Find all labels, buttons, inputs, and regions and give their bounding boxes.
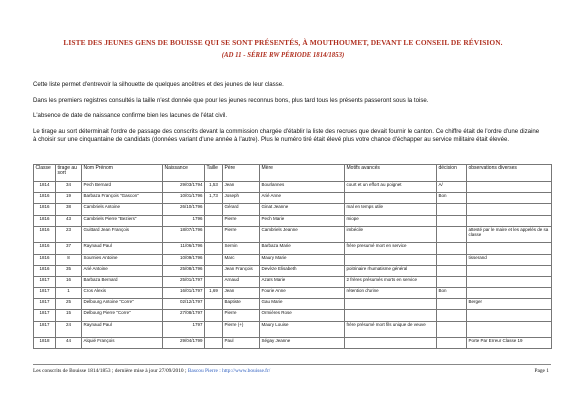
cell-observations <box>467 288 552 299</box>
cell-observations <box>467 243 552 254</box>
cell-pere: Joseph <box>223 193 260 204</box>
cell-tirage: 15 <box>56 310 82 321</box>
cell-mere: Ormières Rose <box>260 310 345 321</box>
cell-motifs: frère présumé mort fils unique de veuve <box>345 321 437 338</box>
cell-nom: Barbaza Bernard <box>82 276 163 287</box>
cell-taille <box>205 204 223 215</box>
cell-naissance: 1796 <box>163 215 205 226</box>
cell-nom: Guittard Jean François <box>82 226 163 243</box>
footer-text: Les conscrits de Bouisse 1814/1853 ; dernière mise à jour 27/09/2010 ; <box>33 368 187 374</box>
cell-nom: Cambriels Pierre "Beziers" <box>82 215 163 226</box>
conscripts-table <box>33 164 552 349</box>
cell-nom: Barbaza François "Gascon" <box>82 193 163 204</box>
cell-mere: Devèze Elisabeth <box>260 265 345 276</box>
cell-classe: 1816 <box>34 215 56 226</box>
cell-observations <box>467 276 552 287</box>
header-motifs: Motifs avancés <box>345 165 437 182</box>
table-row <box>34 215 552 226</box>
header-decision: décision <box>437 165 467 182</box>
cell-decision <box>437 299 467 310</box>
cell-motifs <box>345 254 437 265</box>
intro-paragraph: L'absence de date de naissance confirme bien les lacunes de l'état civil. <box>33 112 228 119</box>
cell-nom: Cros Alexis <box>82 288 163 299</box>
cell-mere: Fourie Anne <box>260 288 345 299</box>
cell-pere: Pierre <box>223 215 260 226</box>
table-row <box>34 243 552 254</box>
cell-tirage: 43 <box>56 215 82 226</box>
cell-classe: 1816 <box>34 265 56 276</box>
cell-motifs <box>345 310 437 321</box>
cell-taille <box>205 338 223 349</box>
cell-observations <box>467 204 552 215</box>
cell-pere: Pierre <box>223 226 260 243</box>
cell-naissance: 29/04/1799 <box>163 338 205 349</box>
cell-pere: Gérard <box>223 204 260 215</box>
cell-classe: 1817 <box>34 310 56 321</box>
cell-naissance: 25/01/1797 <box>163 276 205 287</box>
cell-tirage: 23 <box>56 226 82 243</box>
cell-pere: Jean <box>223 182 260 193</box>
cell-motifs: rétention d'urine <box>345 288 437 299</box>
cell-tirage: 1 <box>56 288 82 299</box>
cell-nom: Arié Antoine <box>82 265 163 276</box>
cell-pere: Jean François <box>223 265 260 276</box>
cell-naissance: 1797 <box>163 321 205 338</box>
page-number: Page 1 <box>534 368 549 374</box>
cell-observations: attesté par le maire et les appelés de sa classe <box>467 226 552 243</box>
cell-mere: Ségay Jeanne <box>260 338 345 349</box>
cell-naissance: 29/03/1794 <box>163 182 205 193</box>
footer <box>33 368 270 374</box>
cell-decision <box>437 215 467 226</box>
cell-classe: 1816 <box>34 243 56 254</box>
cell-classe: 1816 <box>34 193 56 204</box>
cell-mere: Arié Anne <box>260 193 345 204</box>
table-header-row <box>34 165 552 182</box>
header-classe: Classe <box>34 165 56 182</box>
cell-taille <box>205 265 223 276</box>
cell-mere: Barbaza Marie <box>260 243 345 254</box>
cell-observations <box>467 321 552 338</box>
cell-classe: 1817 <box>34 321 56 338</box>
cell-decision <box>437 310 467 321</box>
cell-classe: 1816 <box>34 204 56 215</box>
cell-pere: Sernin <box>223 243 260 254</box>
cell-nom: Raynaud Paul <box>82 321 163 338</box>
cell-taille: 1,69 <box>205 288 223 299</box>
table-row <box>34 226 552 243</box>
page-subtitle: (AD 11 - SÉRIE RW PÉRIODE 1814/1853) <box>221 52 345 59</box>
cell-motifs: frère presumé mort en service <box>345 243 437 254</box>
header-nom: Nom Prénom <box>82 165 163 182</box>
cell-motifs <box>345 338 437 349</box>
table-row <box>34 299 552 310</box>
intro-paragraph: Le tirage au sort déterminait l'ordre de passage des conscrits devant la commission chargée d'établir la liste des recrues que devait fournir le canton. Ce chiffre était de l'ordre d'une dizaine à choisir sur une cinquantaine de candidats (données variant d'une année à l'autre). Plus le numéro tiré était élevé plus votre chance d'échapper au service militaire était élevée. <box>33 128 540 144</box>
cell-tirage: 8 <box>56 254 82 265</box>
cell-observations: tisserand <box>467 254 552 265</box>
table-row <box>34 254 552 265</box>
cell-decision <box>437 204 467 215</box>
cell-pere: Marc <box>223 254 260 265</box>
cell-mere: Ginat Jeanne <box>260 204 345 215</box>
table-row <box>34 193 552 204</box>
cell-decision <box>437 226 467 243</box>
header-tirage: tirage au sort <box>56 165 82 182</box>
cell-observations: Berger <box>467 299 552 310</box>
page-title: LISTE DES JEUNES GENS DE BOUISSE QUI SE SONT PRÉSENTÉS, À MOUTHOUMET, DEVANT LE CONSEIL DE RÉVISION. <box>63 38 503 47</box>
table-row <box>34 310 552 321</box>
cell-naissance: 25/08/1796 <box>163 265 205 276</box>
cell-taille <box>205 243 223 254</box>
cell-naissance: 02/12/1797 <box>163 299 205 310</box>
cell-classe: 1817 <box>34 288 56 299</box>
cell-taille <box>205 226 223 243</box>
cell-mere: Bourlannes <box>260 182 345 193</box>
table-body <box>34 182 552 349</box>
cell-decision <box>437 338 467 349</box>
cell-mere: Maury Louise <box>260 321 345 338</box>
cell-tirage: 24 <box>56 321 82 338</box>
cell-mere: Cambriels Jeanne <box>260 226 345 243</box>
cell-classe: 1818 <box>34 338 56 349</box>
table-row <box>34 265 552 276</box>
cell-observations: Porte Par Erreur Classe 19 <box>467 338 552 349</box>
cell-motifs: mal en temps utile <box>345 204 437 215</box>
cell-classe: 1817 <box>34 276 56 287</box>
header-observations: observations diverses <box>467 165 552 182</box>
table-row <box>34 338 552 349</box>
cell-decision: Bon <box>437 193 467 204</box>
cell-decision <box>437 321 467 338</box>
cell-mere: Pech Marie <box>260 215 345 226</box>
footer-divider <box>33 364 551 365</box>
cell-classe: 1816 <box>34 226 56 243</box>
cell-naissance: 10/01/1796 <box>163 193 205 204</box>
cell-motifs: 2 frères présumés morts en service <box>345 276 437 287</box>
cell-decision: Bon <box>437 288 467 299</box>
cell-pere: Paul <box>223 338 260 349</box>
cell-nom: Pech Bernard <box>82 182 163 193</box>
cell-taille: 1,73 <box>205 193 223 204</box>
cell-classe: 1816 <box>34 254 56 265</box>
cell-tirage: 37 <box>56 243 82 254</box>
cell-motifs <box>345 193 437 204</box>
cell-observations <box>467 265 552 276</box>
cell-tirage: 44 <box>56 338 82 349</box>
table-row <box>34 204 552 215</box>
cell-pere: Pierre (+) <box>223 321 260 338</box>
cell-naissance: 26/10/1796 <box>163 204 205 215</box>
table-row <box>34 276 552 287</box>
cell-naissance: 10/09/1796 <box>163 254 205 265</box>
header-naissance: Naissance <box>163 165 205 182</box>
cell-tirage: 38 <box>56 204 82 215</box>
table-row <box>34 321 552 338</box>
cell-taille <box>205 254 223 265</box>
cell-observations <box>467 215 552 226</box>
cell-nom: Delbourg Pierre "Corre" <box>82 310 163 321</box>
header-mere: Mère <box>260 165 345 182</box>
cell-classe: 1814 <box>34 182 56 193</box>
cell-tirage: 16 <box>56 276 82 287</box>
cell-taille <box>205 215 223 226</box>
cell-taille <box>205 310 223 321</box>
cell-decision <box>437 276 467 287</box>
cell-pere: Arnaud <box>223 276 260 287</box>
cell-nom: Cambriels Antoine <box>82 204 163 215</box>
cell-mere: Maury Marie <box>260 254 345 265</box>
cell-naissance: 18/07/1796 <box>163 226 205 243</box>
cell-tirage: 34 <box>56 182 82 193</box>
footer-link[interactable]: Bascou Pierre : http://www.bouisse.fr/ <box>187 368 271 374</box>
header-pere: Père <box>223 165 260 182</box>
cell-naissance: 27/08/1797 <box>163 310 205 321</box>
cell-classe: 1817 <box>34 299 56 310</box>
cell-decision <box>437 243 467 254</box>
cell-taille <box>205 276 223 287</box>
cell-taille <box>205 321 223 338</box>
cell-observations <box>467 193 552 204</box>
header-taille: Taille <box>205 165 223 182</box>
intro-paragraph: Cette liste permet d'entrevoir la silhouette de quelques ancêtres et des jeunes de leur classe. <box>33 81 284 88</box>
cell-nom: Sournies Antoine <box>82 254 163 265</box>
cell-nom: Raynaud Paul <box>82 243 163 254</box>
cell-motifs <box>345 299 437 310</box>
cell-pere: Pierre <box>223 310 260 321</box>
cell-observations <box>467 310 552 321</box>
cell-mere: Azaïs Marie <box>260 276 345 287</box>
cell-pere: Baptiste <box>223 299 260 310</box>
cell-motifs: poitrinaire rhumatisme général <box>345 265 437 276</box>
cell-taille <box>205 299 223 310</box>
cell-naissance: 11/06/1796 <box>163 243 205 254</box>
intro-paragraph: Dans les premiers registres consultés la taille n'est donnée que pour les jeunes reconnus bons, plus tard tous les présents passeront sous la toise. <box>33 97 429 104</box>
cell-nom: Alquié François <box>82 338 163 349</box>
cell-pere: Jean <box>223 288 260 299</box>
cell-naissance: 16/01/1797 <box>163 288 205 299</box>
cell-decision <box>437 265 467 276</box>
cell-observations <box>467 182 552 193</box>
cell-tirage: 19 <box>56 193 82 204</box>
table-row <box>34 182 552 193</box>
table-row <box>34 288 552 299</box>
cell-motifs: imbécile <box>345 226 437 243</box>
cell-decision: A/ <box>437 182 467 193</box>
cell-tirage: 35 <box>56 265 82 276</box>
cell-nom: Delbourg Antoine "Corre" <box>82 299 163 310</box>
cell-motifs: court et un effort au poignet <box>345 182 437 193</box>
cell-taille: 1,53 <box>205 182 223 193</box>
cell-mere: Gau Marie <box>260 299 345 310</box>
cell-motifs: miope <box>345 215 437 226</box>
cell-tirage: 25 <box>56 299 82 310</box>
cell-decision <box>437 254 467 265</box>
